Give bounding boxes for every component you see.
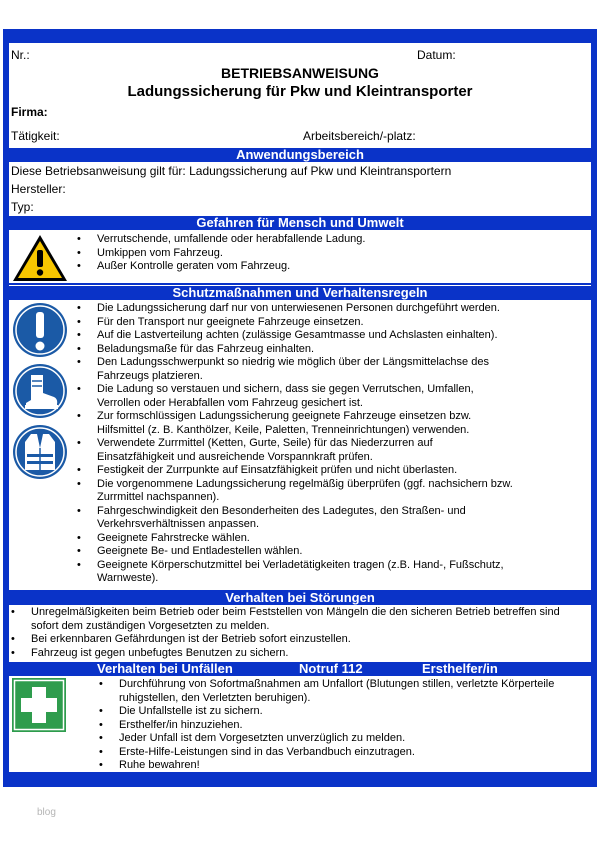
list-item: • Verwendete Zurrmittel (Ketten, Gurte, Seile) für das Niederzurren auf Einsatzfähigkeit und ausreichende Vorspannkraft prüfen. [77, 437, 587, 464]
list-item: • Zur formschlüssigen Ladungssicherung geeignete Fahrzeuge einsetzen bzw. Hilfsmittel (z. B. Kanthölzer, Keile, Paletten, Trenneinrichtungen) verwenden. [77, 410, 587, 437]
datum-label: Datum: [417, 48, 456, 62]
list-item: • Erste-Hilfe-Leistungen sind in das Verbandbuch einzutragen. [99, 746, 585, 760]
mandatory-instruction-icon [12, 302, 68, 358]
section-schutz-title: Schutzmaßnahmen und Verhaltensregeln [9, 286, 591, 300]
list-item: • Die vorgenommene Ladungssicherung regelmäßig überprüfen (ggf. nachsichern bzw. Zurrmittel nachspannen). [77, 478, 587, 505]
firma-label: Firma: [11, 105, 48, 119]
stoerungen-list [11, 606, 587, 660]
list-item: • Festigkeit der Zurrpunkte auf Einsatzfähigkeit prüfen und nicht überlasten. [77, 464, 587, 478]
arbeitsbereich-label: Arbeitsbereich/-platz: [303, 129, 416, 143]
schutz-list [77, 302, 587, 586]
list-item: • Für den Transport nur geeignete Fahrzeuge einsetzen. [77, 316, 587, 330]
list-item: • Den Ladungsschwerpunkt so niedrig wie möglich über der Längsmittelachse des Fahrzeugs platzieren. [77, 356, 587, 383]
list-item: • Verrutschende, umfallende oder herabfallende Ladung. [77, 233, 587, 247]
section-gefahren-title: Gefahren für Mensch und Umwelt [9, 216, 591, 230]
list-item: • Die Unfallstelle ist zu sichern. [99, 705, 585, 719]
list-item: • Durchführung von Sofortmaßnahmen am Unfallort (Blutungen stillen, verletzte Körperteile ruhigstellen, den Verletzten beruhigen). [99, 678, 585, 705]
list-item: • Die Ladungssicherung darf nur von unterwiesenen Personen durchgeführt werden. [77, 302, 587, 316]
list-item: • Außer Kontrolle geraten vom Fahrzeug. [77, 260, 587, 274]
list-item: • Geeignete Be- und Entladestellen wählen. [77, 545, 587, 559]
unfaelle-list [99, 678, 585, 773]
notruf-label: Notruf 112 [299, 661, 363, 676]
first-aid-icon [12, 678, 66, 732]
list-item: • Umkippen vom Fahrzeug. [77, 247, 587, 261]
list-item: • Geeignete Fahrstrecke wählen. [77, 532, 587, 546]
ersthelfer-label: Ersthelfer/in [422, 661, 498, 676]
document [9, 43, 591, 772]
typ-label: Typ: [11, 200, 34, 214]
list-item: • Die Ladung so verstauen und sichern, dass sie gegen Verrutschen, Umfallen, Verrollen oder Herabfallen vom Fahrzeug gesichert ist. [77, 383, 587, 410]
section-anwendungsbereich-title: Anwendungsbereich [9, 148, 591, 162]
list-item: • Auf die Lastverteilung achten (zulässige Gesamtmasse und Achslasten einhalten). [77, 329, 587, 343]
list-item: • Geeignete Körperschutzmittel bei Verladetätigkeiten tragen (z.B. Hand-, Fußschutz, Warnweste). [77, 559, 587, 586]
page-subtitle: Ladungssicherung für Pkw und Kleintransporter [127, 83, 473, 100]
list-item: • Bei erkennbaren Gefährdungen ist der Betrieb sofort einzustellen. [11, 633, 587, 647]
page-title: BETRIEBSANWEISUNG [221, 65, 379, 81]
section-stoerungen-title: Verhalten bei Störungen [9, 591, 591, 605]
list-item: • Unregelmäßigkeiten beim Betrieb oder beim Feststellen von Mängeln die den sicheren Betrieb betreffen sind sofort dem zuständigen Vorgesetzten zu melden. [11, 606, 587, 633]
safety-vest-icon [12, 424, 68, 480]
hersteller-label: Hersteller: [11, 182, 66, 196]
safety-boot-icon [12, 363, 68, 419]
list-item: • Jeder Unfall ist dem Vorgesetzten unverzüglich zu melden. [99, 732, 585, 746]
scope-line: Diese Betriebsanweisung gilt für: Ladungssicherung auf Pkw und Kleintransportern [11, 164, 452, 178]
unfaelle-label: Verhalten bei Unfällen [97, 661, 233, 676]
list-item: • Fahrzeug ist gegen unbefugtes Benutzen zu sichern. [11, 647, 587, 661]
gefahren-list [77, 233, 587, 274]
list-item: • Fahrgeschwindigkeit den Besonderheiten des Ladegutes, den Straßen- und Verkehrsverhältnissen anpassen. [77, 505, 587, 532]
nr-label: Nr.: [11, 48, 30, 62]
watermark: blog [37, 807, 56, 818]
list-item: • Beladungsmaße für das Fahrzeug einhalten. [77, 343, 587, 357]
list-item: • Ersthelfer/in hinzuziehen. [99, 719, 585, 733]
list-item: • Ruhe bewahren! [99, 759, 585, 773]
warning-triangle-icon [11, 233, 69, 283]
section-unfaelle-title [9, 662, 591, 676]
taetigkeit-label: Tätigkeit: [11, 129, 60, 143]
